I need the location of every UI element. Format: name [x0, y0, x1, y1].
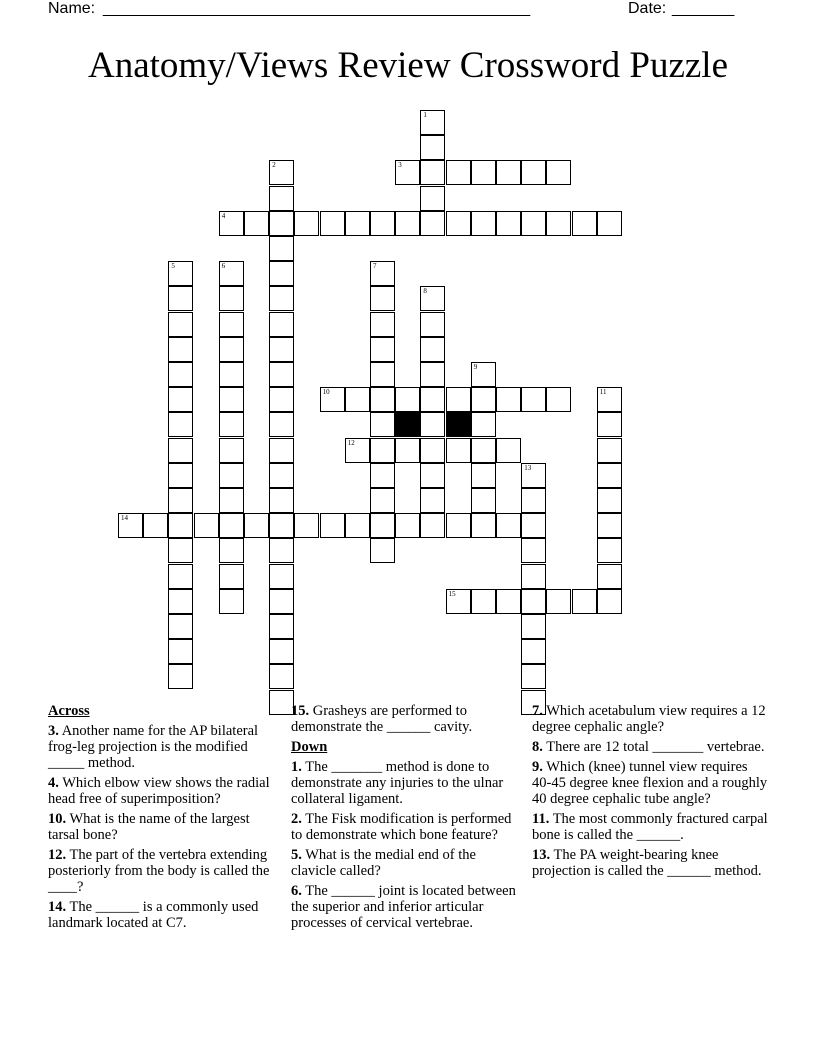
clue-across-14: 14. The ______ is a commonly used landmark located at C7.: [48, 899, 259, 931]
clue-down-7: 7. Which acetabulum view requires a 12 degree cephalic angle?: [532, 703, 766, 735]
clue-number: 12: [347, 438, 355, 447]
clue-number: 6: [221, 262, 226, 271]
grid-cell[interactable]: [269, 211, 294, 236]
grid-cell[interactable]: [546, 589, 571, 614]
grid-cell[interactable]: [269, 312, 294, 337]
grid-cell[interactable]: [420, 186, 445, 211]
clue-number: 15: [448, 589, 456, 598]
clue-down-11: 11. The most commonly fractured carpal bone is called the ______.: [532, 811, 768, 843]
page-title: Anatomy/Views Review Crossword Puzzle: [87, 45, 729, 86]
clues-column-3: [532, 703, 768, 883]
grid-cell[interactable]: [294, 513, 319, 538]
grid-cell[interactable]: [269, 463, 294, 488]
clue-number: 14: [121, 514, 128, 523]
grid-cell[interactable]: [219, 463, 244, 488]
grid-cell[interactable]: [521, 639, 546, 664]
clue-down-2: 2. The Fisk modification is performed to demonstrate which bone feature?: [291, 811, 512, 843]
grid-cell[interactable]: [471, 362, 496, 387]
grid-cell[interactable]: [471, 412, 496, 437]
clue-down-8: 8. There are 12 total _______ vertebrae.: [532, 739, 765, 755]
grid-cell[interactable]: [521, 160, 546, 185]
grid-cell[interactable]: [597, 211, 622, 236]
grid-cell[interactable]: [471, 438, 496, 463]
grid-cell[interactable]: [496, 513, 521, 538]
grid-cell[interactable]: [219, 564, 244, 589]
grid-cell[interactable]: [294, 211, 319, 236]
clue-number: 1: [423, 111, 427, 119]
grid-cell[interactable]: [269, 362, 294, 387]
date-blank[interactable]: _______: [672, 0, 735, 17]
grid-cell[interactable]: [420, 412, 445, 437]
grid-cell[interactable]: [168, 387, 193, 412]
grid-cell[interactable]: [269, 589, 294, 614]
grid-cell[interactable]: [521, 664, 546, 689]
grid-cell[interactable]: [420, 135, 445, 160]
clue-down-9: 9. Which (knee) tunnel view requires 40-45 degree knee flexion and a roughly 40 degree cephalic tube angle?: [532, 759, 768, 807]
grid-cell[interactable]: [597, 488, 622, 513]
grid-cell[interactable]: [168, 261, 193, 286]
grid-cell[interactable]: [219, 261, 244, 286]
grid-cell[interactable]: [269, 513, 294, 538]
clue-down-13: 13. The PA weight-bearing knee projection is called the ______ method.: [532, 847, 762, 879]
grid-cell[interactable]: [521, 463, 546, 488]
grid-cell[interactable]: [546, 211, 571, 236]
grid-cell[interactable]: [219, 362, 244, 387]
grid-cell[interactable]: [420, 463, 445, 488]
grid-cell[interactable]: [471, 513, 496, 538]
grid-cell[interactable]: [320, 387, 345, 412]
grid-cell-shaded: [395, 412, 420, 437]
grid-cell[interactable]: [521, 211, 546, 236]
clue-down-6: 6. The ______ joint is located between the superior and inferior articular processes of cervical vertebrae.: [291, 883, 516, 931]
grid-cell[interactable]: [420, 312, 445, 337]
grid-cell[interactable]: [446, 438, 471, 463]
grid-cell[interactable]: [269, 387, 294, 412]
grid-cell[interactable]: [597, 438, 622, 463]
clue-across-15: 15. Grasheys are performed to demonstrate the ______ cavity.: [291, 703, 473, 735]
grid-cell[interactable]: [521, 589, 546, 614]
grid-cell[interactable]: [496, 438, 521, 463]
clues-column-1: [48, 703, 276, 935]
grid-cell[interactable]: [219, 337, 244, 362]
clue-number: 10: [322, 388, 330, 397]
clue-number: 2: [272, 161, 276, 170]
down-heading: Down: [291, 739, 328, 755]
grid-cell[interactable]: [521, 538, 546, 563]
grid-cell[interactable]: [370, 387, 395, 412]
grid-cell[interactable]: [269, 639, 294, 664]
grid-cell[interactable]: [370, 362, 395, 387]
grid-cell[interactable]: [168, 639, 193, 664]
grid-cell[interactable]: [471, 589, 496, 614]
grid-cell[interactable]: [597, 387, 622, 412]
clue-across-10: 10. What is the name of the largest tarsal bone?: [48, 811, 250, 843]
grid-cell[interactable]: [219, 412, 244, 437]
grid-cell[interactable]: [521, 614, 546, 639]
clue-number: 13: [524, 463, 532, 472]
grid-cell[interactable]: [168, 337, 193, 362]
clue-number: 3: [398, 161, 402, 170]
grid-cell[interactable]: [395, 438, 420, 463]
grid-cell[interactable]: [546, 160, 571, 185]
grid-cell[interactable]: [446, 589, 471, 614]
grid-cell[interactable]: [269, 664, 294, 689]
grid-cell[interactable]: [168, 614, 193, 639]
grid-cell[interactable]: [168, 664, 193, 689]
grid-cell[interactable]: [370, 337, 395, 362]
grid-cell[interactable]: [168, 312, 193, 337]
grid-cell[interactable]: [269, 564, 294, 589]
grid-cell[interactable]: [597, 412, 622, 437]
grid-cell[interactable]: [269, 412, 294, 437]
grid-cell[interactable]: [345, 211, 370, 236]
grid-cell[interactable]: [370, 488, 395, 513]
grid-cell[interactable]: [269, 538, 294, 563]
date-label: Date:: [628, 0, 667, 17]
grid-cell[interactable]: [370, 538, 395, 563]
grid-cell[interactable]: [269, 186, 294, 211]
grid-cell[interactable]: [471, 463, 496, 488]
clue-across-12: 12. The part of the vertebra extending posteriorly from the body is called the ____?: [48, 847, 270, 895]
grid-cell[interactable]: [269, 261, 294, 286]
grid-cell[interactable]: [420, 387, 445, 412]
grid-cell[interactable]: [420, 211, 445, 236]
grid-cell[interactable]: [471, 160, 496, 185]
name-blank[interactable]: ________________________________________________: [103, 0, 531, 17]
grid-cell[interactable]: [370, 211, 395, 236]
grid-cell[interactable]: [269, 438, 294, 463]
grid-cell[interactable]: [572, 589, 597, 614]
grid-cell[interactable]: [420, 286, 445, 311]
grid-cell[interactable]: [370, 412, 395, 437]
grid-cell[interactable]: [370, 261, 395, 286]
grid-cell[interactable]: [219, 589, 244, 614]
grid-cell[interactable]: [244, 211, 269, 236]
clue-across-3: 3. Another name for the AP bilateral frog-leg projection is the modified _____ method.: [48, 723, 259, 771]
grid-cell[interactable]: [471, 211, 496, 236]
clue-across-4: 4. Which elbow view shows the radial head free of superimposition?: [48, 775, 270, 807]
grid-cell[interactable]: [572, 211, 597, 236]
grid-cell[interactable]: [168, 412, 193, 437]
grid-cell[interactable]: [446, 513, 471, 538]
grid-cell[interactable]: [219, 312, 244, 337]
clue-down-5: 5. What is the medial end of the clavicle called?: [291, 847, 476, 879]
grid-cell[interactable]: [370, 286, 395, 311]
grid-cell[interactable]: [370, 463, 395, 488]
grid-cell[interactable]: [521, 564, 546, 589]
grid-cell[interactable]: [269, 488, 294, 513]
grid-cell[interactable]: [597, 589, 622, 614]
clue-number: 4: [221, 211, 226, 220]
grid-cell[interactable]: [597, 463, 622, 488]
name-label: Name:: [48, 0, 96, 17]
clue-down-1: 1. The _______ method is done to demonstrate any injuries to the ulnar collateral ligament.: [291, 759, 504, 807]
grid-cell[interactable]: [420, 160, 445, 185]
grid-cell[interactable]: [496, 589, 521, 614]
grid-cell[interactable]: [269, 286, 294, 311]
grid-cell[interactable]: [521, 513, 546, 538]
grid-cell[interactable]: [168, 488, 193, 513]
grid-cell[interactable]: [168, 463, 193, 488]
grid-cell[interactable]: [219, 211, 244, 236]
grid-cell[interactable]: [496, 211, 521, 236]
grid-cell[interactable]: [446, 387, 471, 412]
grid-cell[interactable]: [219, 286, 244, 311]
grid-cell[interactable]: [597, 513, 622, 538]
clue-number: 7: [373, 262, 377, 271]
grid-cell[interactable]: [471, 488, 496, 513]
grid-cell[interactable]: [521, 488, 546, 513]
grid-cell[interactable]: [345, 387, 370, 412]
grid-cell[interactable]: [219, 513, 244, 538]
grid-cell[interactable]: [395, 160, 420, 185]
grid-cell[interactable]: [244, 513, 269, 538]
grid-cell[interactable]: [219, 538, 244, 563]
grid-cell[interactable]: [597, 564, 622, 589]
clues-column-2: [291, 703, 519, 935]
grid-cell[interactable]: [168, 438, 193, 463]
grid-cell[interactable]: [546, 387, 571, 412]
grid-cell[interactable]: [446, 211, 471, 236]
grid-cell[interactable]: [496, 387, 521, 412]
grid-cell[interactable]: [345, 438, 370, 463]
grid-cell[interactable]: [597, 538, 622, 563]
grid-cell[interactable]: [446, 160, 471, 185]
grid-cell[interactable]: [168, 538, 193, 563]
grid-cell[interactable]: [370, 312, 395, 337]
clue-number: 5: [171, 262, 175, 271]
grid-cell[interactable]: [345, 513, 370, 538]
grid-cell[interactable]: [168, 513, 193, 538]
clue-number: 11: [599, 388, 607, 397]
grid-cell[interactable]: [471, 387, 496, 412]
grid-cell[interactable]: [269, 236, 294, 261]
grid-cell[interactable]: [168, 564, 193, 589]
grid-cell[interactable]: [219, 387, 244, 412]
grid-cell[interactable]: [320, 211, 345, 236]
grid-cell[interactable]: [168, 286, 193, 311]
grid-cell[interactable]: [219, 438, 244, 463]
across-heading: Across: [48, 703, 90, 719]
grid-cell-shaded: [446, 412, 471, 437]
grid-cell[interactable]: [395, 387, 420, 412]
grid-cell[interactable]: [269, 614, 294, 639]
grid-cell[interactable]: [395, 513, 420, 538]
grid-cell[interactable]: [269, 160, 294, 185]
grid-cell[interactable]: [194, 513, 219, 538]
grid-cell[interactable]: [420, 110, 445, 135]
grid-cell[interactable]: [168, 589, 193, 614]
grid-cell[interactable]: [496, 160, 521, 185]
grid-cell[interactable]: [269, 337, 294, 362]
grid-cell[interactable]: [521, 387, 546, 412]
grid-cell[interactable]: [420, 362, 445, 387]
grid-cell[interactable]: [395, 211, 420, 236]
grid-cell[interactable]: [420, 337, 445, 362]
grid-cell[interactable]: [370, 513, 395, 538]
grid-cell[interactable]: [320, 513, 345, 538]
grid-cell[interactable]: [219, 488, 244, 513]
grid-cell[interactable]: [420, 513, 445, 538]
grid-cell[interactable]: [168, 362, 193, 387]
grid-cell[interactable]: [420, 438, 445, 463]
grid-cell[interactable]: [143, 513, 168, 538]
grid-cell[interactable]: [118, 513, 143, 538]
clue-number: 9: [473, 363, 478, 371]
clue-number: 8: [423, 287, 427, 296]
grid-cell[interactable]: [420, 488, 445, 513]
grid-cell[interactable]: [370, 438, 395, 463]
